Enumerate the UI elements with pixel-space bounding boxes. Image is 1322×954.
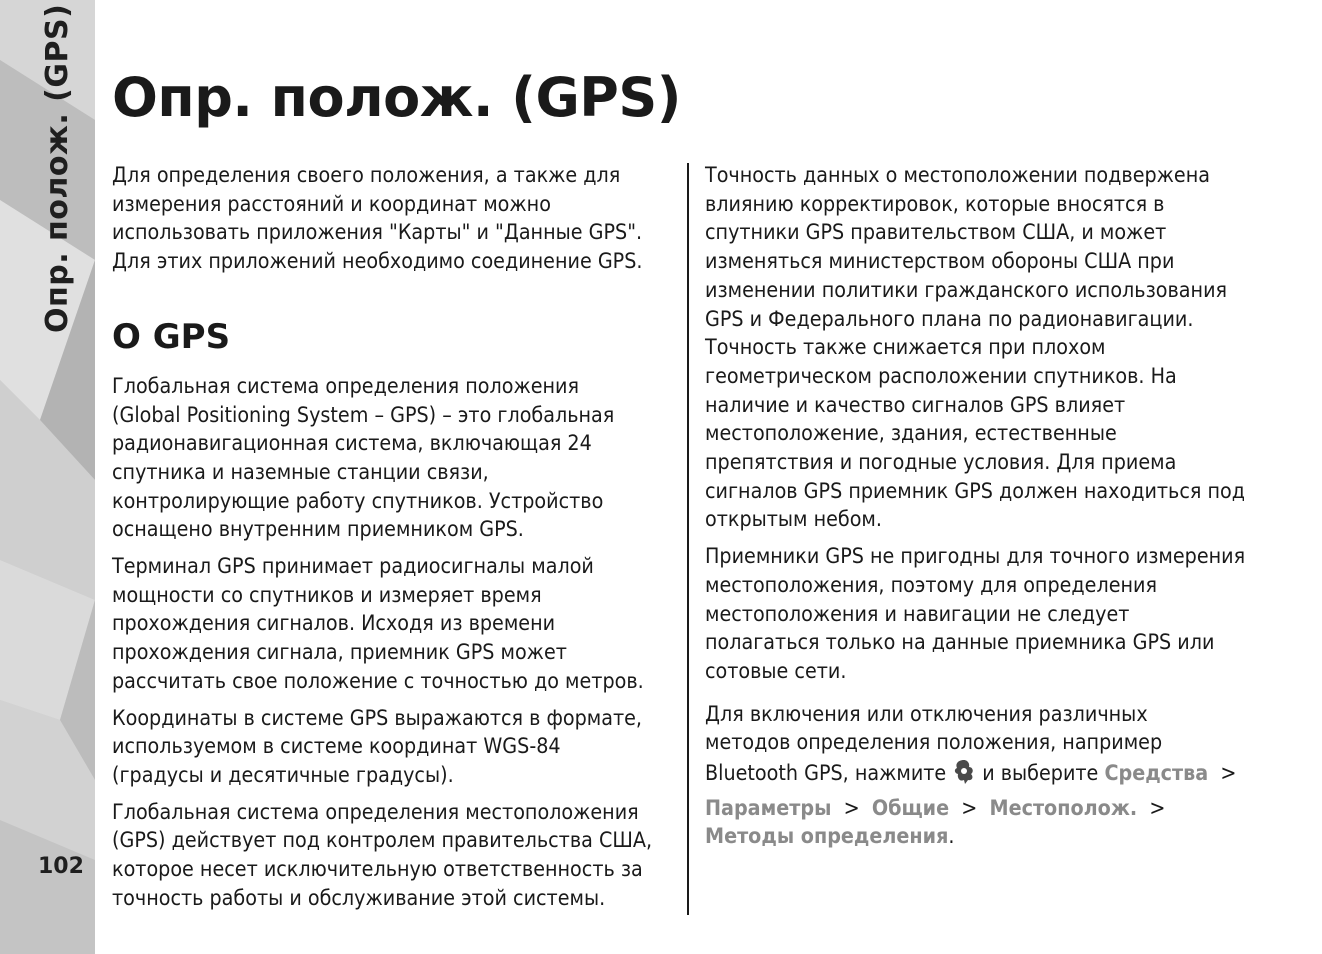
separator: > xyxy=(961,795,978,821)
page-title: Опр. полож. (GPS) xyxy=(112,66,681,129)
instruction-text: и выберите xyxy=(982,761,1099,787)
column-divider xyxy=(687,163,689,915)
separator: > xyxy=(1220,761,1237,787)
separator: > xyxy=(1149,795,1166,821)
paragraph: Глобальная система определения местоположения (GPS) действует под контролем правительства США, которое несет исключительную ответственность за точность работы и обслуживание этой системы. xyxy=(112,799,653,911)
side-band xyxy=(0,0,95,954)
separator: > xyxy=(843,795,860,821)
menu-path-methods: Методы определения xyxy=(705,824,949,850)
section-heading: О GPS xyxy=(112,316,231,357)
left-column xyxy=(112,162,680,913)
menu-path-tools: Средства xyxy=(1104,761,1209,787)
intro-paragraph: Для определения своего положения, а также для измерения расстояний и координат можно использовать приложения "Карты" и "Данные GPS". Для этих приложений необходимо соединение GPS. xyxy=(112,163,643,275)
paragraph: Глобальная система определения положения (Global Positioning System – GPS) – это глобальная радионавигационная система, включающая 24 спутника и наземные станции связи, контролирующие работу спутников. Устройство оснащено внутренним приемником GPS. xyxy=(112,373,615,543)
instruction-paragraph xyxy=(705,701,1273,853)
paragraph: Терминал GPS принимает радиосигналы малой мощности со спутников и измеряет время прохождения сигналов. Исходя из времени прохождения сигнала, приемник GPS может рассчитать свое положение с точностью до метров. xyxy=(112,554,644,694)
right-column xyxy=(705,162,1273,852)
paragraph: Точность данных о местоположении подвержена влиянию корректировок, которые вносятся в спутники GPS правительством США, и может изменяться министерством обороны США при изменении политики гражданского использования GPS и Федерального плана по радионавигации. Точность также снижается при плохом геометрическом расположении спутников. На наличие и качество сигналов GPS влияет местоположение, здания, естественные препятствия и погодные условия. Для приема сигналов GPS приемник GPS должен находиться под открытым небом. xyxy=(705,163,1245,533)
period: . xyxy=(948,824,955,850)
menu-path-settings: Параметры xyxy=(705,795,832,821)
paragraph: Приемники GPS не пригодны для точного измерения местоположения, поэтому для определения местоположения и навигации не следует полагаться только на данные приемника GPS или сотовые сети. xyxy=(705,544,1246,684)
menu-path-positioning: Местополож. xyxy=(989,795,1138,821)
page-number: 102 xyxy=(38,854,84,879)
menu-path-general: Общие xyxy=(871,795,950,821)
paragraph: Координаты в системе GPS выражаются в формате, используемом в системе координат WGS-84 (градусы и десятичные градусы). xyxy=(112,705,642,788)
side-section-title: Опр. полож. (GPS) xyxy=(40,3,75,333)
instruction-text: Для включения или отключения различных методов определения положения, например Bluetooth GPS, нажмите xyxy=(705,701,1163,787)
menu-key-icon xyxy=(952,758,976,795)
